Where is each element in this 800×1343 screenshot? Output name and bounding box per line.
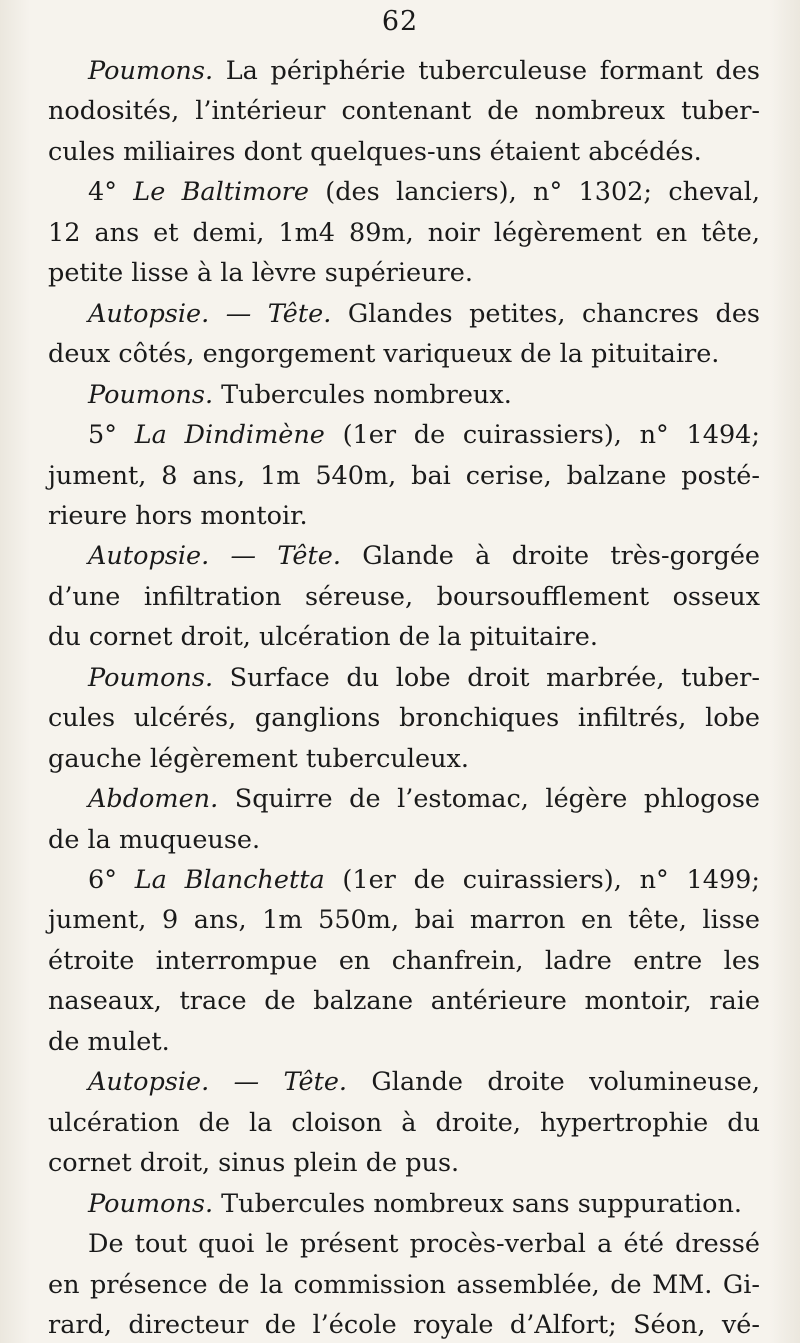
italic-heading: Le Baltimore xyxy=(133,177,309,208)
line-text: jument, 9 ans, 1m 550m, bai marron en tête, lisse xyxy=(48,905,760,936)
line-text: (1er de cuirassiers), n° 1494; xyxy=(324,420,760,451)
line-text: 12 ans et demi, 1m4 89m, noir légèrement en tête, xyxy=(48,217,760,248)
line-text: (1er de cuirassiers), n° 1499; xyxy=(324,865,760,895)
line-text: Glande à droite très-gorgée xyxy=(340,541,760,572)
text-line xyxy=(48,1106,760,1140)
text-line xyxy=(48,742,760,776)
line-text: (des lanciers), n° 1302; cheval, xyxy=(308,177,760,208)
text-line xyxy=(48,499,760,533)
text-line xyxy=(48,1146,760,1180)
line-text: Tubercules nombreux. xyxy=(213,379,512,410)
line-text: Squirre de l’estomac, légère phlogose xyxy=(218,784,760,815)
text-line xyxy=(88,863,760,897)
italic-heading: La Blanchetta xyxy=(134,865,325,895)
item-number: 4° xyxy=(88,177,134,208)
text-line xyxy=(48,256,760,290)
text-line xyxy=(48,823,760,857)
text-line xyxy=(48,337,760,371)
line-text: cules ulcérés, ganglions bronchiques infiltrés, lobe xyxy=(48,703,760,734)
line-text: La périphérie tuberculeuse formant des xyxy=(213,56,760,86)
italic-heading: Abdomen. xyxy=(88,784,219,815)
line-text: jument, 8 ans, 1m 540m, bai cerise, balzane posté- xyxy=(48,460,760,491)
text-line xyxy=(48,580,760,614)
italic-heading: Poumons. xyxy=(88,1188,214,1219)
text-line xyxy=(48,944,760,978)
text-line xyxy=(48,94,760,128)
line-text: Glande droite volumineuse, xyxy=(347,1067,760,1098)
item-number: 5° xyxy=(88,420,135,451)
line-text: De tout quoi le présent procès-verbal a été dressé xyxy=(88,1229,760,1260)
italic-heading: Poumons. xyxy=(88,662,214,693)
text-line xyxy=(88,1187,760,1221)
line-text: ulcération de la cloison à droite, hypertrophie du xyxy=(48,1107,760,1138)
italic-heading: Autopsie. — Tête. xyxy=(88,298,332,329)
line-text: gauche légèrement tuberculeux. xyxy=(48,743,469,774)
italic-heading: Poumons. xyxy=(88,56,214,86)
line-text: Tubercules nombreux sans suppuration. xyxy=(213,1188,742,1219)
text-line xyxy=(88,54,760,88)
text-line xyxy=(88,1065,760,1099)
line-text: de mulet. xyxy=(48,1026,170,1057)
text-line xyxy=(48,135,760,169)
line-text: naseaux, trace de balzane antérieure montoir, raie xyxy=(48,986,760,1017)
line-text: Surface du lobe droit marbrée, tuber- xyxy=(213,662,760,693)
text-line xyxy=(88,378,760,412)
italic-heading: Autopsie. — Tête. xyxy=(88,541,341,572)
line-text: rieure hors montoir. xyxy=(48,500,308,531)
text-line xyxy=(48,1268,760,1302)
text-line xyxy=(48,701,760,735)
line-text: deux côtés, engorgement variqueux de la pituitaire. xyxy=(48,339,720,370)
text-line xyxy=(88,418,760,452)
text-line xyxy=(48,459,760,493)
line-text: de la muqueuse. xyxy=(48,824,261,855)
item-number: 6° xyxy=(88,865,135,895)
text-line xyxy=(48,620,760,654)
line-text: du cornet droit, ulcération de la pituitaire. xyxy=(48,622,598,653)
text-line xyxy=(48,903,760,937)
line-text: Glandes petites, chancres des xyxy=(331,298,761,329)
page-number: 62 xyxy=(381,6,419,37)
line-text: rard, directeur de l’école royale d’Alfort; Séon, vé- xyxy=(48,1309,760,1340)
italic-heading: Autopsie. — Tête. xyxy=(88,1067,348,1098)
line-text: cornet droit, sinus plein de pus. xyxy=(48,1148,460,1179)
line-text: étroite interrompue en chanfrein, ladre entre les xyxy=(48,945,760,976)
text-line xyxy=(88,782,760,816)
italic-heading: Poumons. xyxy=(88,379,214,410)
text-line xyxy=(88,297,760,331)
line-text: nodosités, l’intérieur contenant de nombreux tuber- xyxy=(48,96,760,127)
text-line xyxy=(88,661,760,695)
text-line xyxy=(48,1308,760,1342)
text-line xyxy=(88,175,760,209)
text-line xyxy=(88,539,760,573)
line-text: petite lisse à la lèvre supérieure. xyxy=(48,258,473,289)
text-line xyxy=(88,1227,760,1261)
italic-heading: La Dindimène xyxy=(134,420,325,451)
text-line xyxy=(48,1025,760,1059)
text-line xyxy=(48,984,760,1018)
text-line xyxy=(48,216,760,250)
line-text: en présence de la commission assemblée, de MM. Gi- xyxy=(48,1269,760,1300)
line-text: cules miliaires dont quelques-uns étaient abcédés. xyxy=(48,136,702,167)
line-text: d’une infiltration séreuse, boursoufflement osseux xyxy=(48,581,760,612)
